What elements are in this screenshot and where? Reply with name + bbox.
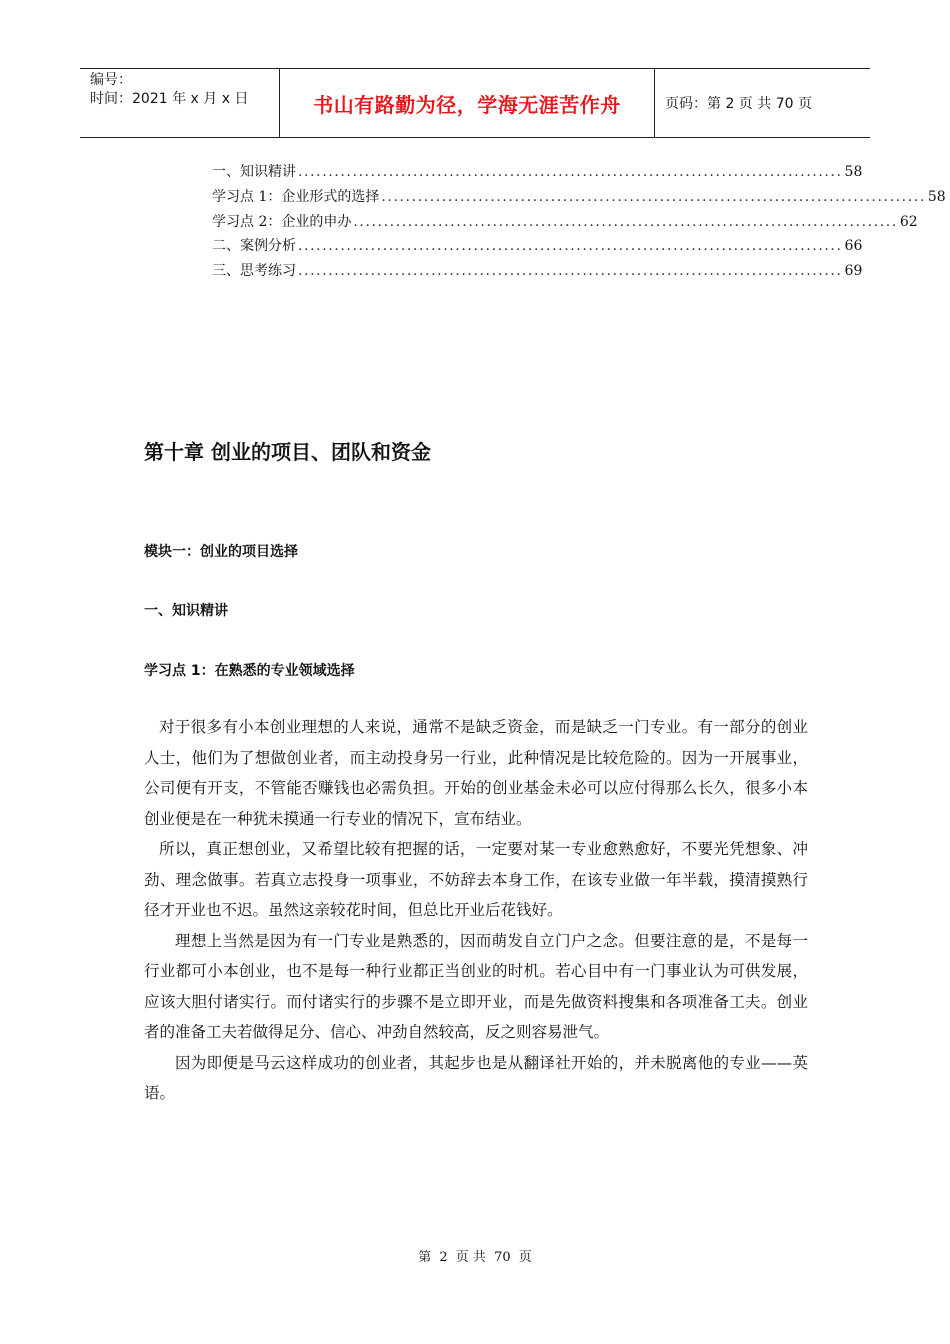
header-motto: 书山有路勤为径，学海无涯苦作舟 [280, 69, 655, 137]
paragraph: 对于很多有小本创业理想的人来说，通常不是缺乏资金，而是缺乏一门专业。有一部分的创业人士，他们为了想做创业者，而主动投身另一行业，此种情况是比较危险的。因为一开展事业，公司便有开支，不管能否赚钱也必需负担。开始的创业基金未必可以应付得那么长久，很多小本创业便是在一种犹未摸通一行专业的情况下，宣布结业。 [144, 718, 808, 828]
paragraph: 因为即便是马云这样成功的创业者，其起步也是从翻译社开始的，并未脱离他的专业——英语。 [144, 1053, 808, 1102]
body-text [144, 712, 808, 1109]
footer-suffix: 页 [518, 1250, 532, 1265]
paragraph: 理想上当然是因为有一门专业是熟悉的，因而萌发自立门户之念。但要注意的是，不是每一行业都可小本创业，也不是每一种行业都正当创业的时机。若心目中有一门事业认为可供发展，应该大胆付诸实行。而付诸实行的步骤不是立即开业，而是先做资料搜集和各项准备工夫。创业者的准备工夫若做得足分、信心、冲劲自然较高，反之则容易泄气。 [144, 931, 808, 1041]
header-meta [80, 69, 280, 137]
toc-entry-page: 69 [844, 263, 863, 280]
footer-total-pages: 70 [494, 1250, 511, 1265]
toc-entry[interactable] [212, 234, 863, 259]
footer-middle: 页 共 [455, 1250, 486, 1265]
toc-entry[interactable] [212, 259, 863, 284]
toc-leader-dots: .......................................................................................... [298, 164, 843, 180]
page-footer [0, 1246, 950, 1265]
module-title: 模块一：创业的项目选择 [144, 544, 298, 560]
toc-entry[interactable] [212, 185, 946, 210]
chapter-title: 第十章 创业的项目、团队和资金 [144, 440, 431, 464]
section-title: 一、知识精讲 [144, 603, 228, 619]
date-label: 时间：2021 年 x 月 x 日 [90, 91, 249, 107]
toc-entry-label: 学习点 1：企业形式的选择 [212, 188, 380, 205]
toc-entry-label: 学习点 2：企业的申办 [212, 213, 352, 230]
toc-entry-label: 三、思考练习 [212, 263, 296, 280]
toc-leader-dots: .......................................................................................... [298, 263, 843, 280]
toc-entry-page: 66 [844, 238, 863, 255]
code-label: 编号： [90, 72, 132, 88]
toc-leader-dots: .......................................................................................... [353, 213, 898, 230]
paragraph: 所以，真正想创业，又希望比较有把握的话，一定要对某一专业愈熟愈好，不要光凭想象、冲劲、理念做事。若真立志投身一项事业，不妨辞去本身工作，在该专业做一年半载，摸清摸熟行径才开业也不迟。虽然这亲较花时间，但总比开业后花钱好。 [144, 840, 808, 919]
toc-entry-page: 58 [844, 164, 863, 180]
header-page-info: 页码：第 2 页 共 70 页 [665, 96, 812, 112]
page-header [80, 68, 870, 138]
toc-entry-label: 一、知识精讲 [212, 164, 296, 180]
toc-entry[interactable] [212, 210, 918, 235]
toc-entry[interactable] [212, 160, 863, 185]
toc-entry-page: 62 [899, 213, 918, 230]
point-title: 学习点 1：在熟悉的专业领域选择 [144, 663, 355, 679]
footer-prefix: 第 [418, 1250, 432, 1265]
table-of-contents [212, 160, 946, 284]
footer-page-number: 2 [439, 1250, 448, 1265]
toc-leader-dots: .......................................................................................... [381, 188, 926, 205]
toc-entry-label: 二、案例分析 [212, 238, 296, 255]
toc-entry-page: 58 [927, 188, 946, 205]
toc-leader-dots: .......................................................................................... [298, 238, 843, 255]
